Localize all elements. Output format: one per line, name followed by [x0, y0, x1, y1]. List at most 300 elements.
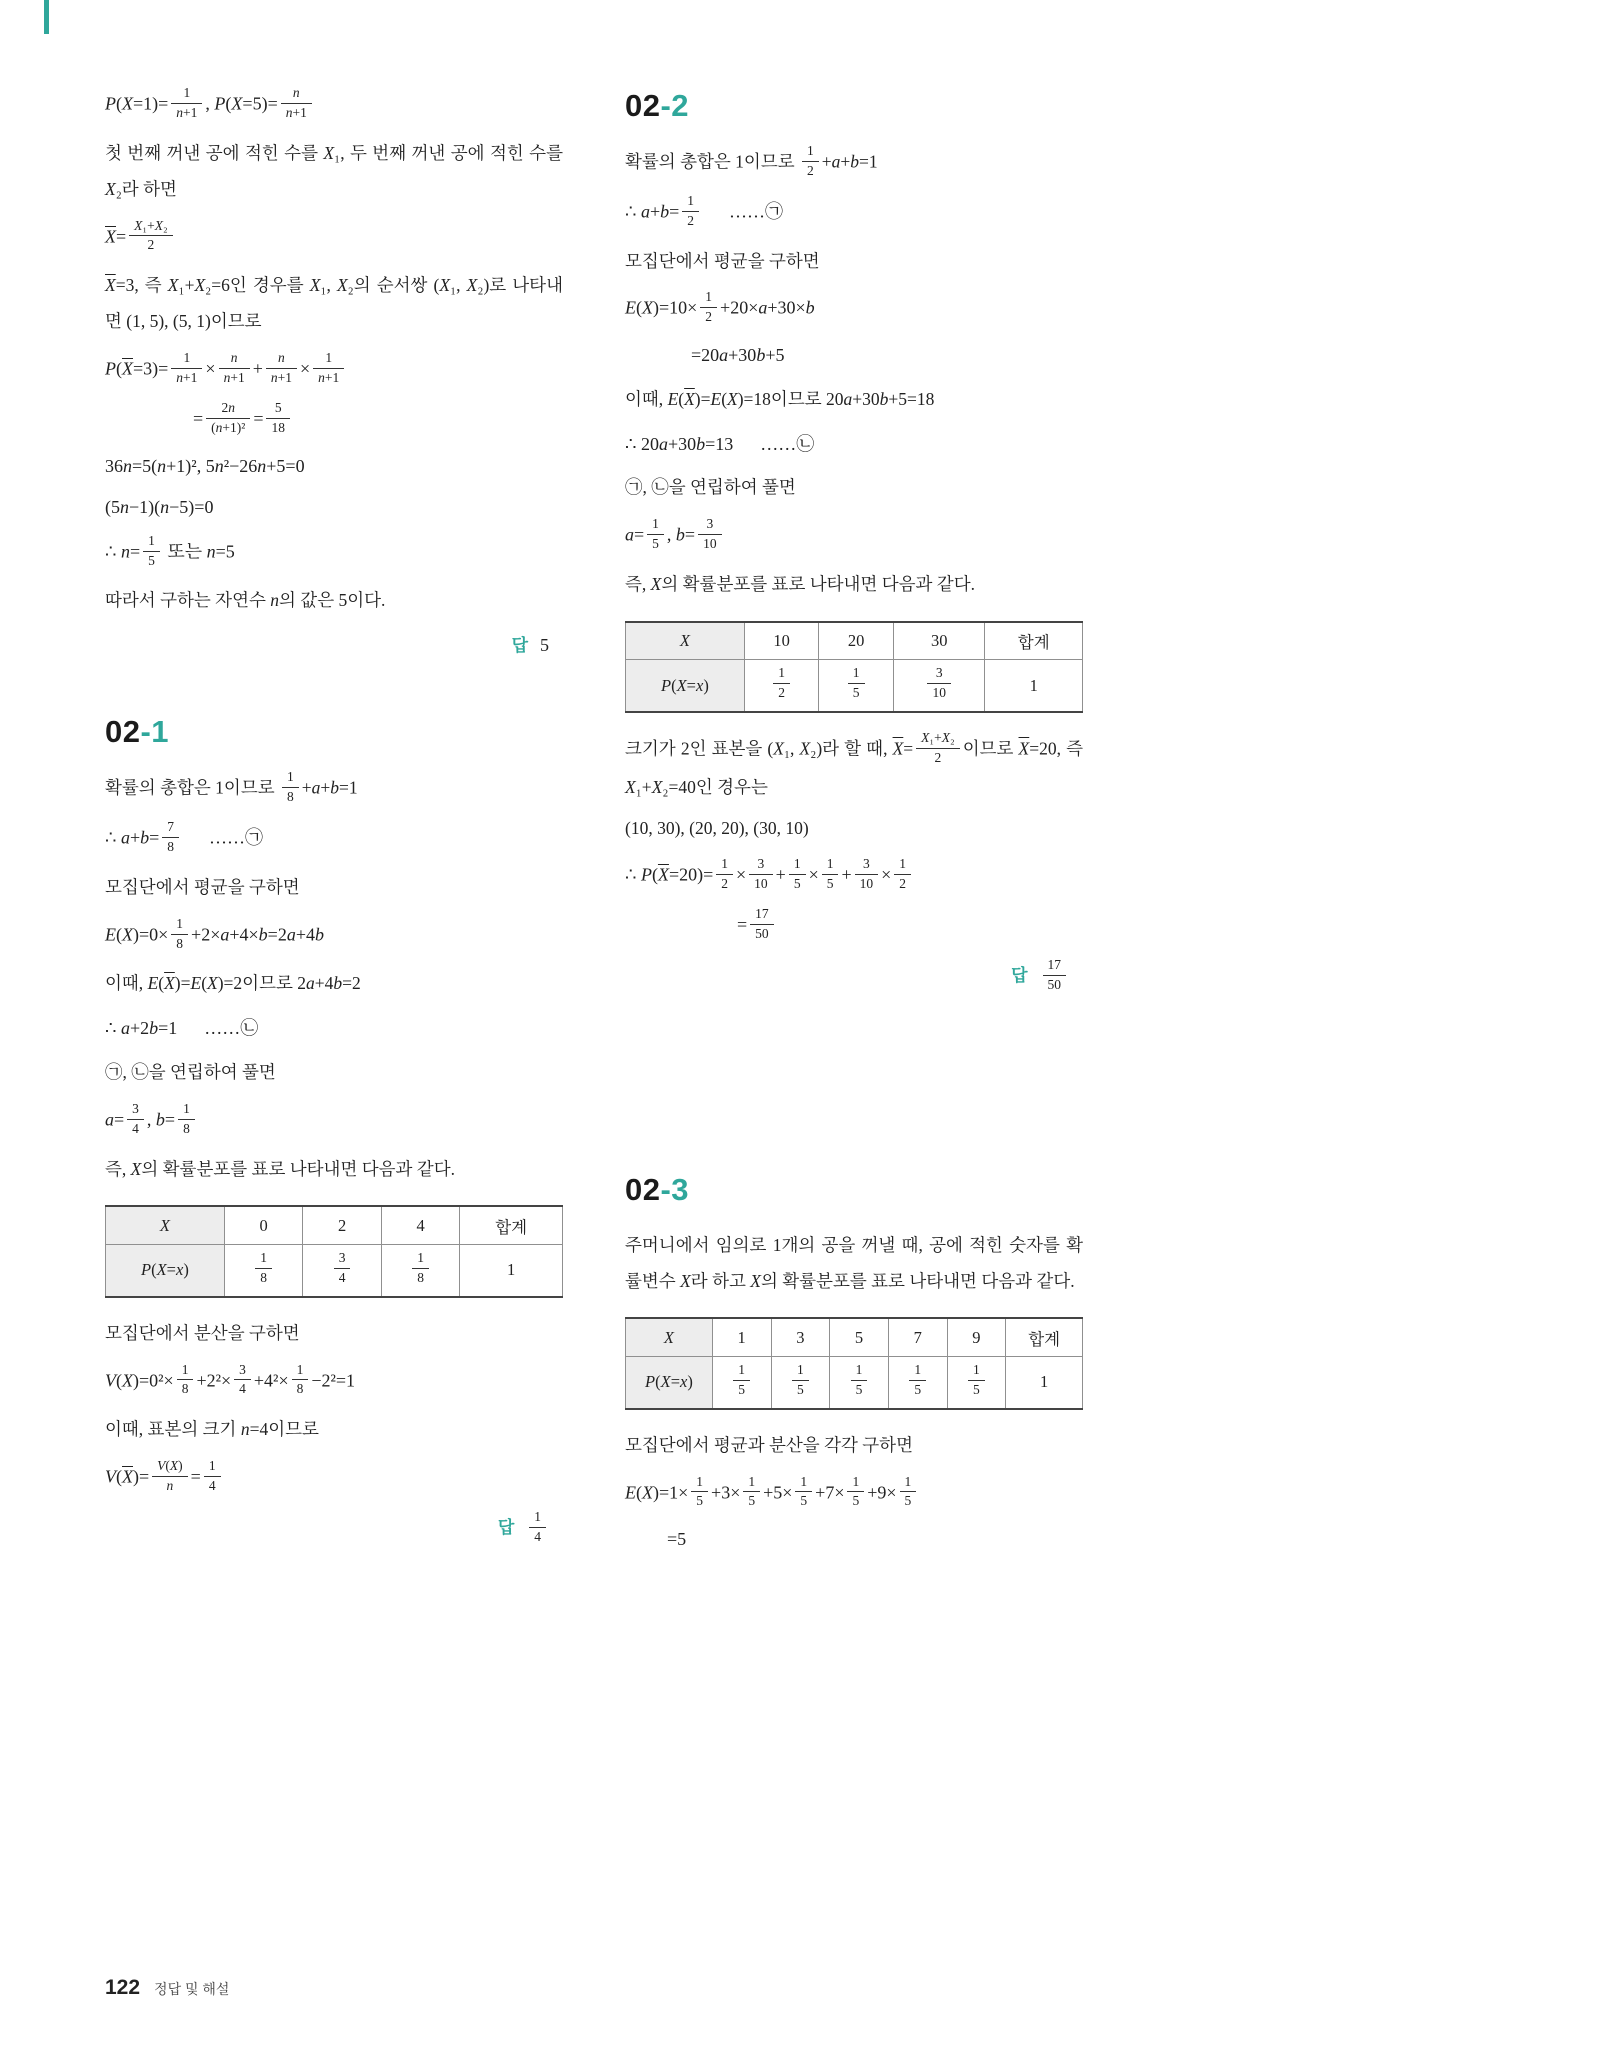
fraction-denominator: 5: [796, 1381, 804, 1397]
left-column: [105, 86, 563, 1571]
answer-line: [625, 958, 1083, 997]
table-cell: [744, 660, 819, 712]
fraction-denominator: 2: [721, 876, 728, 892]
math-variable: b: [696, 433, 706, 454]
math-variable: a: [719, 345, 729, 366]
fraction-numerator: 1: [822, 855, 839, 875]
fraction-denominator: 5: [148, 552, 155, 568]
math-variable: n: [285, 104, 293, 120]
fraction-numerator: 1: [848, 664, 865, 684]
fraction-denominator: 10: [859, 876, 874, 892]
fraction: [822, 855, 839, 894]
table-cell: [626, 622, 745, 660]
table-cell: [712, 1356, 771, 1408]
fraction-denominator: 5: [904, 1493, 912, 1509]
fraction-numerator: 1: [143, 532, 160, 552]
math-line: ∴ a+2b=1 ……㉡: [105, 1018, 259, 1039]
math-variable: X: [642, 297, 653, 318]
math-line: ∴ a+b= $\frac{7}{8}$ ……㉠: [105, 820, 563, 859]
fraction-numerator: 1: [412, 1249, 429, 1269]
math-line: $\overline{X}=$ $\frac{\text{X₁+X₂}}{2}$: [105, 219, 563, 258]
fraction-numerator: 3: [234, 1361, 251, 1381]
fraction-denominator: 10: [932, 685, 946, 701]
fraction-numerator: 3: [927, 664, 951, 684]
fraction: [789, 855, 806, 894]
fraction-denominator: 10: [754, 876, 768, 892]
fraction: [412, 1249, 429, 1288]
table-cell: 합계: [460, 1206, 563, 1244]
probability-distribution-table: [105, 1205, 563, 1297]
fraction-numerator: [219, 349, 250, 369]
fraction-numerator: 1: [716, 855, 733, 875]
fraction-numerator: [266, 349, 297, 369]
table-cell: [888, 1356, 947, 1408]
fraction-denominator: 2: [705, 309, 713, 325]
table-cell: 합계: [1006, 1318, 1083, 1356]
fraction-denominator: 2: [899, 876, 907, 892]
solution-paragraph: 모집단에서 평균을 구하면: [625, 250, 820, 271]
table-cell: [106, 1206, 225, 1244]
answer-label: 답: [511, 636, 528, 656]
fraction-numerator: 1: [792, 1361, 809, 1381]
fraction-numerator: 1: [900, 1473, 917, 1493]
math-line: $P(\overline{X}=3)=$ $\frac{1}{n+1}$ × $\frac{n}{n+1}$ + $\frac{n}{n+1}$ × $\frac{1}{n+1}$: [105, 351, 563, 390]
math-variable: E: [710, 388, 722, 409]
fraction-numerator: 1: [177, 1361, 194, 1381]
table-cell: [947, 1356, 1006, 1408]
fraction-denominator: 5: [793, 876, 801, 892]
math-line: ∴ a+b= $\frac{1}{2}$ ……㉠: [625, 194, 1083, 233]
fraction: [733, 1361, 750, 1400]
fraction-denominator: 5: [748, 1493, 756, 1509]
fraction: [171, 915, 188, 954]
fraction: [234, 1361, 251, 1400]
solution-paragraph: ㉠, ㉡을 연립하여 풀면: [105, 1061, 276, 1082]
fraction: [848, 664, 865, 703]
fraction: [749, 855, 773, 894]
math-variable: n: [166, 1478, 174, 1494]
table-cell: 4: [381, 1206, 460, 1244]
math-variable: b: [330, 777, 340, 798]
overline-variable: [658, 865, 669, 885]
fraction: [851, 1361, 868, 1400]
table-header-row: [626, 1318, 1083, 1356]
fraction-denominator: 4: [239, 1381, 246, 1397]
fraction: [647, 515, 664, 554]
table-cell: 1: [985, 660, 1083, 712]
fraction: [968, 1361, 985, 1400]
table-cell: 30: [893, 622, 985, 660]
fraction: [750, 905, 774, 944]
table-cell: 0: [224, 1206, 303, 1244]
math-variable: a: [758, 297, 768, 318]
table-value-row: [106, 1244, 563, 1296]
math-variable: $\overline{X}$: [1018, 738, 1030, 759]
fraction-denominator: n+1: [176, 104, 198, 120]
math-variable: X: [156, 1260, 167, 1280]
math-variable: X: [154, 217, 163, 233]
table-cell: 1: [1006, 1356, 1083, 1408]
math-variable: X: [679, 630, 690, 650]
math-variable: b: [149, 1018, 159, 1039]
probability-distribution-table: [625, 621, 1083, 713]
overline-variable: [105, 275, 116, 295]
fraction-denominator: n+1: [270, 369, 292, 385]
fraction: [743, 1473, 760, 1512]
fraction: [266, 399, 290, 438]
math-line: ∴ 20a+30b=13 ……㉡: [625, 433, 815, 454]
math-variable: P: [105, 358, 116, 379]
fraction-numerator: 1: [171, 349, 202, 369]
overline-variable: [684, 389, 695, 409]
fraction: [219, 349, 250, 388]
fraction-numerator: 1: [313, 349, 344, 369]
table-cell: 합계: [985, 622, 1083, 660]
math-variable: X: [122, 1370, 133, 1391]
math-variable: X: [169, 1458, 179, 1474]
fraction-denominator: 5: [914, 1381, 922, 1397]
accent-trim-mark: [44, 0, 49, 34]
fraction: [266, 349, 297, 388]
fraction-denominator: 4: [208, 1478, 216, 1494]
math-variable: a: [220, 924, 230, 945]
answer-label: 답: [497, 1518, 515, 1538]
math-line: =5: [667, 1529, 687, 1550]
fraction-denominator: n+1: [285, 104, 307, 120]
answer-value: [1040, 956, 1070, 992]
fraction: [127, 1100, 144, 1139]
math-variable: $\overline{X}$: [122, 358, 133, 379]
fraction-denominator: 5: [800, 1493, 808, 1509]
math-variable: X: [773, 738, 784, 759]
overline-variable: [164, 973, 175, 993]
fraction: [802, 142, 819, 181]
fraction: [1043, 956, 1067, 995]
table-cell: [819, 660, 894, 712]
math-variable: n: [230, 350, 238, 365]
problem-number-suffix: -2: [660, 88, 690, 123]
table-cell: [224, 1244, 303, 1296]
fraction-numerator: V(X): [152, 1457, 188, 1477]
fraction: [143, 532, 160, 571]
math-variable: X: [663, 1327, 674, 1347]
fraction: [698, 515, 722, 554]
fraction-denominator: (n+1)²: [211, 419, 246, 435]
table-cell: [830, 1356, 889, 1408]
problem-heading: [625, 1172, 1083, 1208]
math-variable: b: [660, 201, 670, 222]
fraction: [855, 855, 879, 894]
math-variable: a: [640, 201, 650, 222]
math-variable: n: [214, 455, 224, 476]
fraction: [847, 1473, 864, 1512]
table-cell: 10: [744, 622, 819, 660]
solution-paragraph: 이때, $E(\overline{X})=E(X)=2$이므로 2a+4b=2: [105, 973, 361, 994]
math-line: ∴ $P(\overline{X}=20)=$ $\frac{1}{2}$ × $\frac{3}{10}$ + $\frac{1}{5}$ × $\frac{1}{5}$ + $\frac{3}{10}$ × $\frac{1}{2}$: [625, 857, 1083, 896]
fraction-numerator: X₁+X₂: [129, 217, 173, 237]
math-variable: X: [122, 924, 133, 945]
fraction-denominator: 8: [183, 1120, 190, 1136]
solution-paragraph: 첫 번째 꺼낸 공에 적힌 수를 X₁, 두 번째 꺼낸 공에 적힌 수를 X₂라 하면: [105, 142, 563, 199]
fraction-denominator: n+1: [223, 369, 245, 385]
fraction: [282, 768, 299, 807]
table-cell: 1: [712, 1318, 771, 1356]
math-variable: $\overline{X}$: [657, 864, 669, 885]
problem-number-prefix: 02: [105, 714, 141, 750]
fraction-denominator: 5: [855, 1381, 863, 1397]
overline-variable: [122, 359, 133, 379]
math-variable: P: [640, 864, 652, 885]
math-variable: b: [756, 345, 766, 366]
fraction: [162, 818, 179, 857]
fraction: [171, 349, 202, 388]
fraction: [255, 1249, 272, 1288]
math-variable: x: [695, 675, 704, 695]
math-variable: P: [140, 1260, 152, 1280]
math-variable: $\overline{X}$: [892, 738, 904, 759]
answer-line: [105, 1510, 563, 1549]
fraction: [900, 1473, 917, 1512]
fraction-denominator: n+1: [318, 369, 340, 385]
fraction-denominator: 2: [807, 162, 814, 178]
fraction-denominator: 5: [738, 1381, 746, 1397]
math-line: a= $\frac{1}{5}$ , b= $\frac{3}{10}$: [625, 517, 1083, 556]
fraction-numerator: 1: [851, 1361, 868, 1381]
solution-paragraph: ㉠, ㉡을 연립하여 풀면: [625, 477, 796, 498]
spacer: [625, 1019, 1083, 1114]
math-variable: $\overline{X}$: [122, 1466, 133, 1487]
math-line: E(X)=1× $\frac{1}{5}$ +3× $\frac{1}{5}$ +5× $\frac{1}{5}$ +7× $\frac{1}{5}$ +9× $\frac{1}{5}$: [625, 1475, 1083, 1514]
math-line: = $\frac{17}{50}$: [625, 907, 1083, 946]
fraction-numerator: 1: [789, 855, 806, 875]
math-variable: P: [105, 93, 116, 114]
math-variable: n: [270, 590, 280, 611]
table-cell: 9: [947, 1318, 1006, 1356]
table-cell: 7: [888, 1318, 947, 1356]
math-variable: b: [155, 1109, 165, 1130]
math-variable: X: [680, 1270, 691, 1291]
math-variable: n: [228, 399, 235, 415]
fraction: [792, 1361, 809, 1400]
table-cell: 1: [460, 1244, 563, 1296]
math-variable: b: [805, 297, 815, 318]
problem-heading: [105, 714, 563, 750]
math-variable: n: [176, 369, 184, 385]
fraction-numerator: 3: [698, 515, 722, 535]
fraction-numerator: 5: [266, 399, 290, 419]
math-variable: X: [439, 275, 451, 296]
solution-paragraph: (10, 30), (20, 20), (30, 10): [625, 817, 809, 838]
fraction-numerator: 3: [334, 1249, 351, 1269]
fraction-denominator: 5: [826, 876, 834, 892]
solution-paragraph: 확률의 총합은 1이므로 $\frac{1}{8}$ +a+b=1: [105, 770, 563, 809]
table-cell: [626, 1318, 713, 1356]
math-variable: X: [134, 217, 143, 233]
math-line: =20a+30b+5: [691, 345, 785, 366]
math-variable: x: [680, 1372, 688, 1392]
fraction-numerator: 17: [1043, 956, 1067, 976]
math-variable: E: [147, 973, 159, 994]
overline-variable: [122, 1467, 133, 1487]
fraction: [894, 855, 911, 894]
fraction: [795, 1473, 812, 1512]
fraction-numerator: 1: [171, 915, 188, 935]
fraction-denominator: 8: [287, 789, 294, 805]
math-variable: n: [120, 541, 130, 562]
math-variable: b: [314, 924, 324, 945]
math-variable: $\overline{X}$: [105, 226, 116, 246]
math-variable: a: [306, 973, 315, 994]
math-line: = $\frac{2n}{\text{(n+1)²}}$ = $\frac{5}{18}$: [105, 401, 563, 440]
fraction-denominator: 8: [167, 838, 175, 854]
fraction-numerator: 17: [750, 905, 774, 925]
fraction-denominator: 2: [147, 237, 155, 253]
math-variable: n: [240, 1419, 250, 1440]
fraction-numerator: 1: [255, 1249, 272, 1269]
math-variable: $\overline{X}$: [105, 275, 116, 296]
solution-paragraph: 크기가 2인 표본을 (X₁, X₂)라 할 때, $\overline{X}=$ $\frac{\text{X₁+X₂}}{2}$ 이므로 $\overline{X}=20$, 즉 X₁+X₂=40인 경우는: [625, 729, 1083, 797]
fraction-numerator: 2n: [206, 399, 250, 419]
fraction-denominator: 8: [296, 1381, 304, 1397]
fraction: [773, 664, 790, 703]
fraction-denominator: 8: [181, 1381, 189, 1397]
math-variable: X: [309, 275, 321, 296]
table-cell: [381, 1244, 460, 1296]
table-header-row: [106, 1206, 563, 1244]
math-line: ∴ n= $\frac{1}{5}$ 또는 n=5: [105, 534, 563, 573]
fraction-numerator: 1: [282, 768, 299, 788]
fraction: [313, 349, 344, 388]
math-variable: n: [157, 455, 167, 476]
math-variable: a: [105, 1109, 114, 1130]
fraction: [129, 217, 173, 256]
solution-paragraph: 모집단에서 분산을 구하면: [105, 1322, 300, 1343]
fraction-denominator: 18: [271, 419, 285, 435]
math-variable: $\overline{X}$: [684, 388, 695, 409]
math-variable: X: [159, 1215, 170, 1235]
fraction-denominator: 8: [417, 1269, 424, 1285]
math-variable: P: [660, 675, 672, 695]
footer-section-label: 정답 및 해설: [154, 1981, 230, 1997]
fraction-denominator: 4: [534, 1528, 541, 1544]
fraction: [334, 1249, 351, 1288]
fraction-numerator: X₁+X₂: [916, 729, 960, 749]
math-variable: X: [727, 388, 738, 409]
fraction: [927, 664, 951, 703]
math-variable: E: [105, 924, 116, 945]
math-variable: P: [214, 93, 226, 114]
math-variable: n: [215, 419, 223, 435]
math-variable: n: [318, 369, 325, 385]
fraction: [206, 399, 250, 438]
fraction: [292, 1361, 309, 1400]
math-variable: n: [257, 455, 267, 476]
math-variable: b: [675, 524, 685, 545]
math-variable: X: [941, 729, 950, 745]
table-value-row: [626, 660, 1083, 712]
table-cell: [303, 1244, 382, 1296]
fraction: [177, 1361, 194, 1400]
table-cell: 2: [303, 1206, 382, 1244]
fraction-denominator: 4: [338, 1269, 346, 1285]
fraction: [909, 1361, 926, 1400]
math-variable: V: [157, 1458, 166, 1474]
table-cell: [893, 660, 985, 712]
math-line: 36n=5(n+1)², 5n²−26n+5=0: [105, 455, 305, 476]
math-variable: X: [625, 776, 636, 797]
fraction-numerator: 1: [909, 1361, 926, 1381]
problem-number-prefix: 02: [625, 88, 661, 123]
fraction-denominator: n+1: [176, 369, 198, 385]
math-variable: n: [123, 455, 132, 476]
math-variable: a: [843, 388, 853, 409]
math-variable: n: [206, 541, 216, 562]
math-variable: b: [333, 973, 343, 994]
math-variable: V: [105, 1370, 116, 1391]
fraction-numerator: 1: [292, 1361, 309, 1381]
math-variable: V: [105, 1466, 116, 1487]
math-variable: a: [120, 827, 130, 848]
fraction-numerator: 1: [847, 1473, 864, 1493]
table-cell: 20: [819, 622, 894, 660]
problem-number-prefix: 02: [625, 1171, 661, 1207]
page-footer: [105, 1976, 229, 2000]
overline-variable: [893, 738, 904, 758]
fraction-numerator: 3: [127, 1100, 144, 1120]
math-variable: n: [176, 104, 184, 120]
math-variable: P: [645, 1372, 656, 1392]
math-variable: X: [336, 275, 348, 296]
fraction-denominator: 4: [132, 1120, 139, 1136]
math-variable: a: [831, 151, 841, 172]
fraction-denominator: 50: [755, 926, 769, 942]
math-variable: n: [120, 497, 129, 518]
solution-paragraph: 따라서 구하는 자연수 n의 값은 5이다.: [105, 590, 386, 611]
fraction-denominator: 5: [652, 535, 659, 551]
table-cell: 3: [771, 1318, 830, 1356]
solution-paragraph: 즉, X의 확률분포를 표로 나타내면 다음과 같다.: [105, 1158, 455, 1179]
fraction-numerator: 1: [733, 1361, 750, 1381]
fraction: [529, 1508, 546, 1547]
fraction: [171, 84, 202, 123]
fraction: [281, 84, 312, 123]
solution-paragraph: 이때, 표본의 크기 n=4이므로: [105, 1419, 319, 1440]
problem-heading: [625, 88, 1083, 124]
solution-paragraph: 주머니에서 임의로 1개의 공을 꺼낼 때, 공에 적힌 숫자를 확률변수 X라 하고 X의 확률분포를 표로 나타내면 다음과 같다.: [625, 1234, 1083, 1291]
math-variable: X: [122, 93, 133, 114]
math-variable: a: [311, 777, 321, 798]
fraction-numerator: 1: [178, 1100, 195, 1120]
math-variable: X: [676, 675, 687, 695]
math-line: V(X)=0²× $\frac{1}{8}$ +2²× $\frac{3}{4}$ +4²× $\frac{1}{8}$ −2²=1: [105, 1363, 563, 1402]
fraction-numerator: 1: [743, 1473, 760, 1493]
fraction-denominator: 50: [1047, 976, 1061, 992]
answer-value: [526, 1508, 549, 1544]
math-variable: X: [650, 573, 662, 594]
fraction: [700, 288, 717, 327]
fraction: [691, 1473, 708, 1512]
fraction-denominator: 2: [778, 685, 785, 701]
math-variable: b: [140, 827, 150, 848]
fraction-numerator: 1: [682, 192, 699, 212]
math-variable: X: [750, 1270, 761, 1291]
math-variable: $\overline{X}$: [164, 973, 175, 994]
math-variable: b: [879, 388, 889, 409]
math-line: E(X)=10× $\frac{1}{2}$ +20×a+30×b: [625, 290, 1083, 329]
math-variable: a: [658, 433, 668, 454]
fraction-numerator: 1: [968, 1361, 985, 1381]
fraction-numerator: 1: [773, 664, 790, 684]
